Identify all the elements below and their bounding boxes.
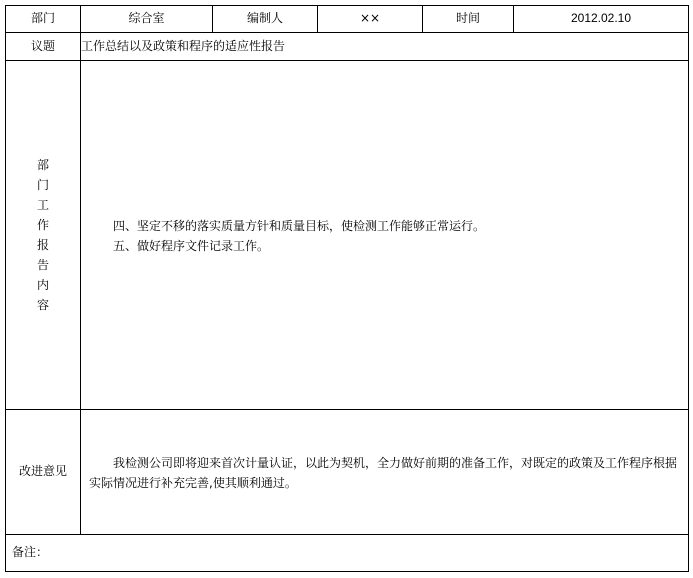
report-form — [5, 5, 689, 572]
report-line: 四、坚定不移的落实质量方针和质量目标，使检测工作能够正常运行。 — [113, 218, 486, 233]
report-label-char: 报 — [36, 238, 49, 252]
dept-value: 综合室 — [81, 6, 213, 33]
report-line: 五、做好程序文件记录工作。 — [113, 238, 270, 253]
header-row — [6, 6, 689, 33]
topic-row — [6, 33, 689, 61]
report-label-char: 门 — [36, 178, 49, 192]
author-value: ×× — [318, 6, 423, 33]
topic-label: 议题 — [6, 33, 81, 61]
author-label: 编制人 — [213, 6, 318, 33]
dept-label: 部门 — [6, 6, 81, 33]
report-content-label — [6, 61, 81, 410]
time-label: 时间 — [423, 6, 514, 33]
improvement-content — [81, 410, 689, 535]
report-label-char: 内 — [36, 278, 49, 292]
remarks-label: 备注： — [12, 545, 49, 560]
improvement-label: 改进意见 — [6, 410, 81, 535]
time-value: 2012.02.10 — [514, 6, 689, 33]
topic-value: 工作总结以及政策和程序的适应性报告 — [81, 33, 689, 61]
remarks-cell — [6, 535, 689, 572]
report-content — [81, 61, 689, 410]
report-label-char: 工 — [36, 198, 49, 212]
improvement-row — [6, 410, 689, 535]
report-label-char: 部 — [36, 158, 49, 172]
remarks-row — [6, 535, 689, 572]
improvement-text: 我检测公司即将迎来首次计量认证，以此为契机，全力做好前期的准备工作，对既定的政策及工作程序根据实际情况进行补充完善,使其顺利通过。 — [89, 455, 678, 490]
report-label-char: 作 — [36, 218, 49, 232]
report-label-char: 告 — [36, 258, 49, 272]
report-row — [6, 61, 689, 410]
report-label-char: 容 — [36, 298, 49, 312]
